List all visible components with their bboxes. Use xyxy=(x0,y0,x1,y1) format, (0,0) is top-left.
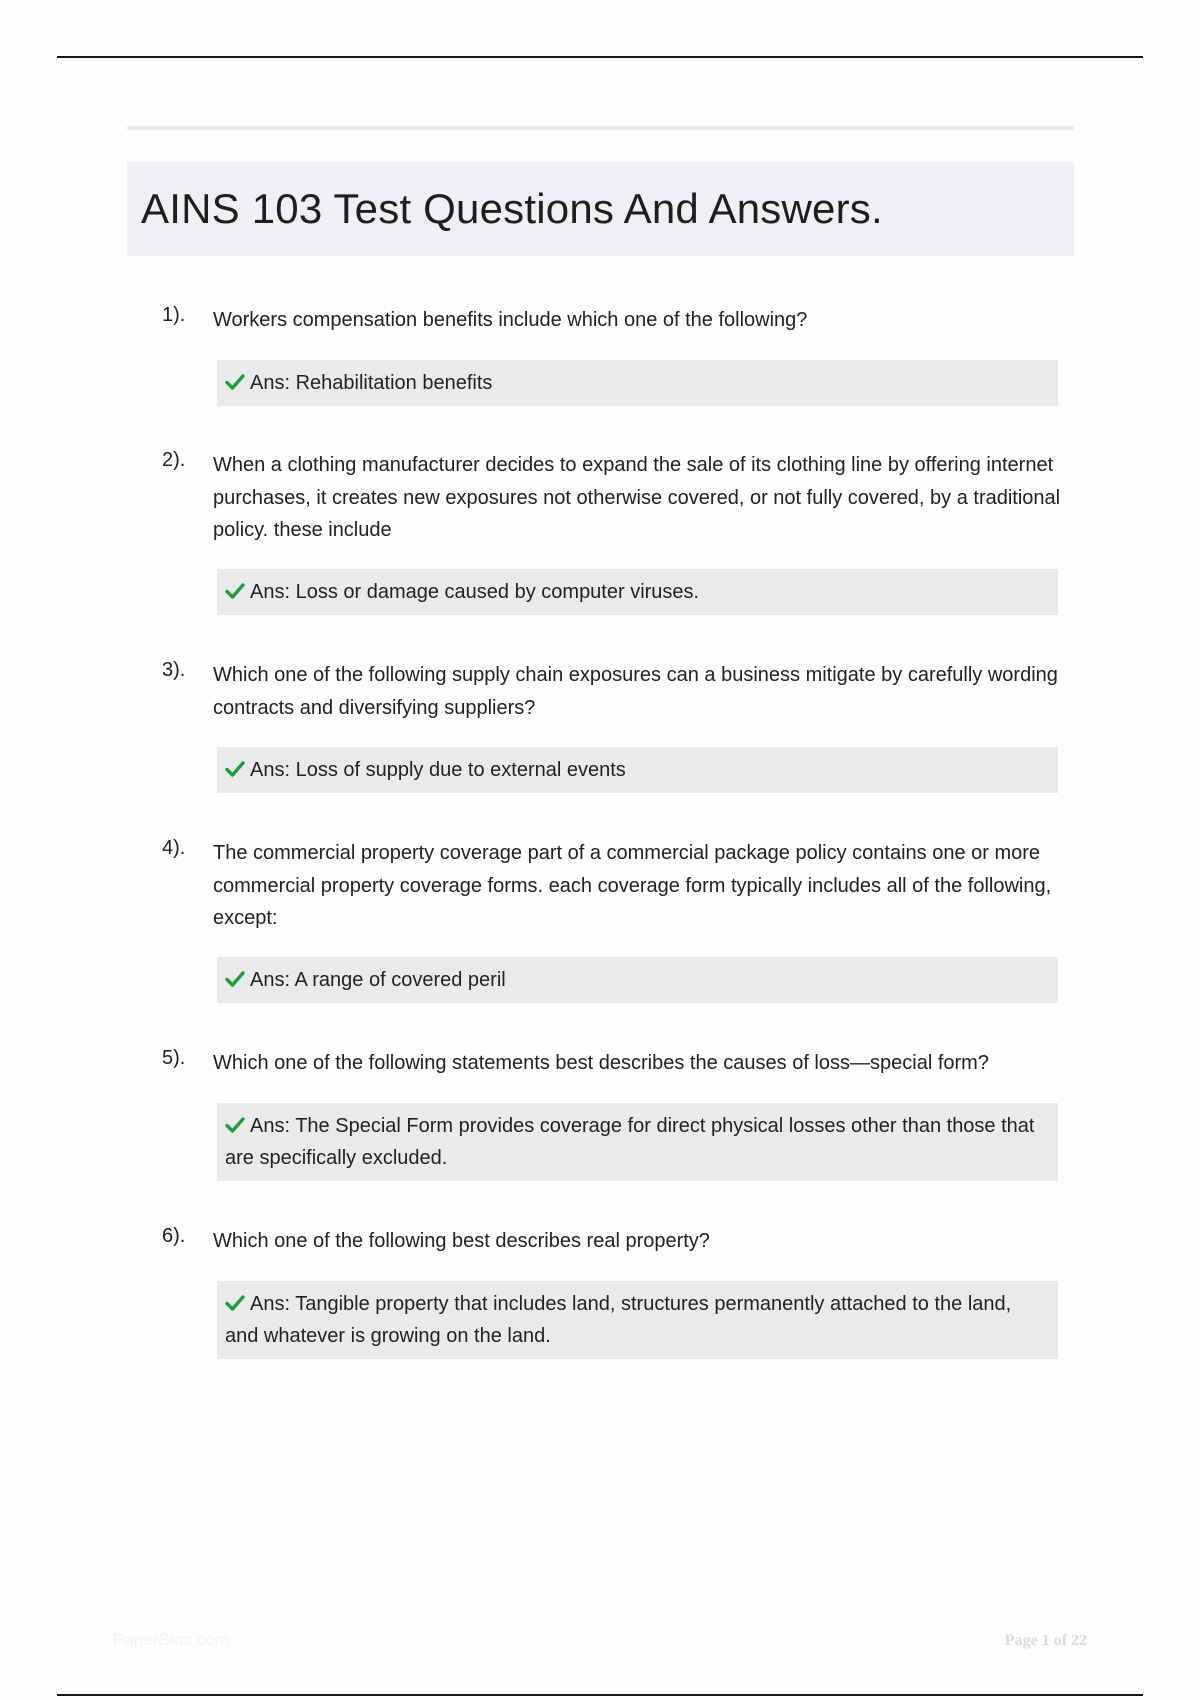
answer-text: Ans: Loss or damage caused by computer viruses. xyxy=(250,581,700,603)
page-title: AINS 103 Test Questions And Answers. xyxy=(141,185,883,232)
question-text: Which one of the following statements best describes the causes of loss—special form? xyxy=(213,1052,989,1074)
answer-text: Ans: The Special Form provides coverage for direct physical losses other than those that are specifically excluded. xyxy=(225,1115,1035,1169)
checkmark-icon xyxy=(225,582,245,600)
answer-text: Ans: Tangible property that includes land, structures permanently attached to the land, and whatever is growing on the land. xyxy=(225,1293,1012,1347)
checkmark-icon xyxy=(225,970,245,988)
question-text: Which one of the following supply chain exposures can a business mitigate by carefully wording contracts and diversifying suppliers? xyxy=(213,664,1058,719)
answer-box xyxy=(217,360,1058,406)
answer-text: Ans: Rehabilitation benefits xyxy=(250,372,493,394)
checkmark-icon xyxy=(225,1116,245,1134)
page-indicator: Page 1 of 22 xyxy=(1004,1632,1087,1649)
question-text: When a clothing manufacturer decides to expand the sale of its clothing line by offering internet purchases, it creates new exposures not otherwise covered, or not fully covered, by a traditional policy. these include xyxy=(213,454,1061,541)
header-divider xyxy=(127,126,1074,130)
answer-box xyxy=(217,957,1058,1003)
watermark-text: PaperStoc.com xyxy=(113,1630,230,1649)
answer-box xyxy=(217,569,1058,615)
top-rule xyxy=(57,56,1143,58)
checkmark-icon xyxy=(225,1294,245,1312)
question-text: The commercial property coverage part of a commercial package policy contains one or more commercial property coverage forms. each coverage form typically includes all of the following, except: xyxy=(213,842,1052,929)
title-banner xyxy=(127,162,1074,256)
question-text: Which one of the following best describes real property? xyxy=(213,1230,710,1252)
question-number: 1). xyxy=(162,304,186,326)
question-number: 6). xyxy=(162,1225,186,1247)
question-number: 2). xyxy=(162,449,186,471)
answer-box xyxy=(217,1103,1058,1181)
answer-box xyxy=(217,1281,1058,1359)
question-number: 3). xyxy=(162,659,186,681)
bottom-rule xyxy=(57,1694,1143,1696)
answer-text: Ans: Loss of supply due to external events xyxy=(250,759,626,781)
checkmark-icon xyxy=(225,373,245,391)
checkmark-icon xyxy=(225,760,245,778)
question-number: 4). xyxy=(162,837,186,859)
answer-text: Ans: A range of covered peril xyxy=(250,969,506,991)
question-number: 5). xyxy=(162,1047,186,1069)
question-text: Workers compensation benefits include which one of the following? xyxy=(213,309,808,331)
answer-box xyxy=(217,747,1058,793)
